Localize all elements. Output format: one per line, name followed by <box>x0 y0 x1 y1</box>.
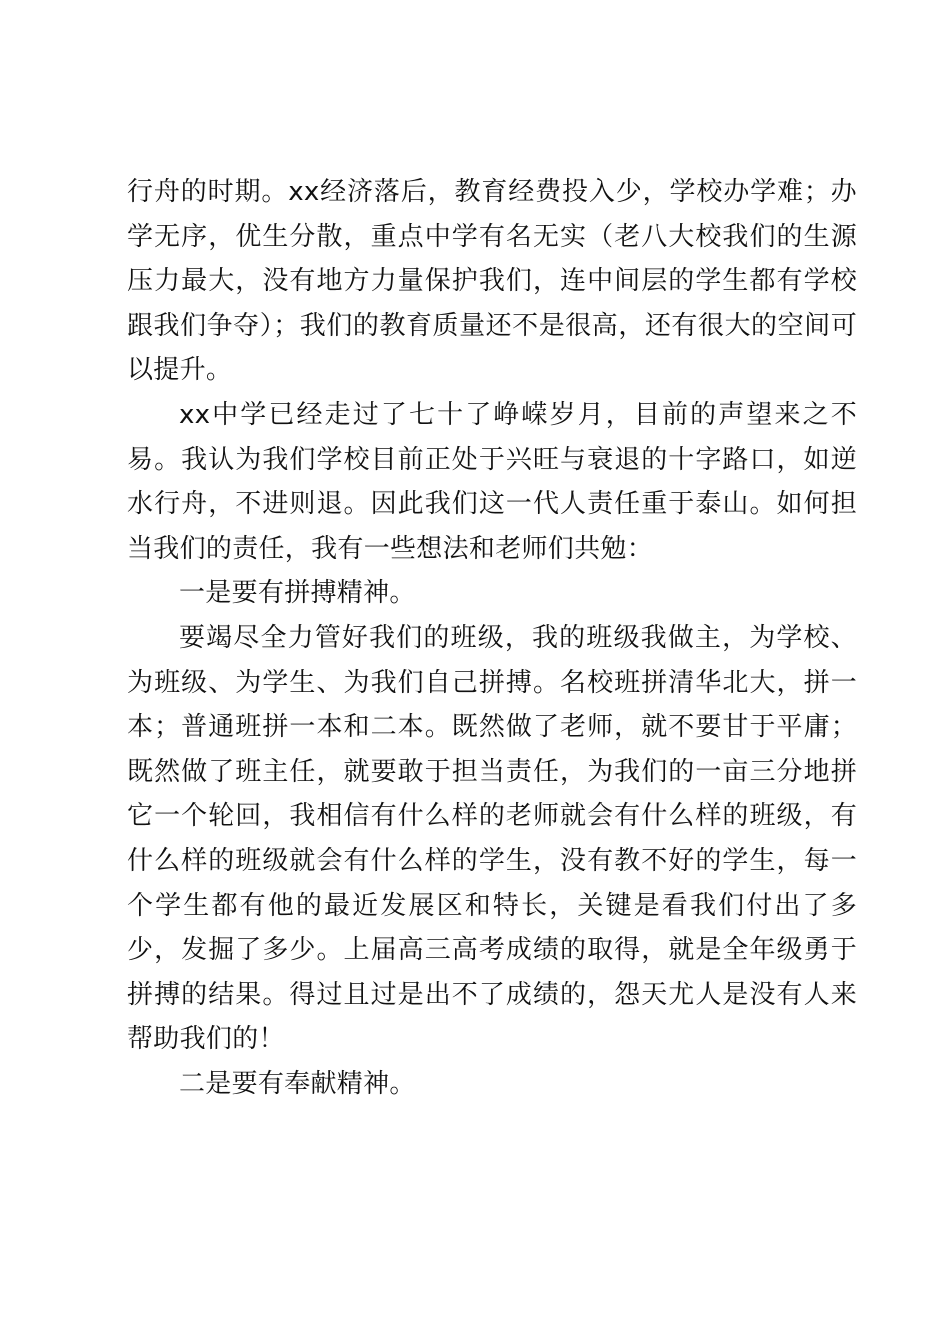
paragraph-3: 要竭尽全力管好我们的班级，我的班级我做主，为学校、为班级、为学生、为我们自己拼搏。名校班拼清华北大，拼一本；普通班拼一本和二本。既然做了老师，就不要甘于平庸；既然做了班主任，就要敢于担当责任，为我们的一亩三分地拼它一个轮回，我相信有什么样的老师就会有什么样的班级，有什么样的班级就会有什么样的学生，没有教不好的学生，每一个学生都有他的最近发展区和特长，关键是看我们付出了多少，发掘了多少。上届高三高考成绩的取得，就是全年级勇于拼搏的结果。得过且过是出不了成绩的，怨天尤人是没有人来帮助我们的！ <box>127 622 857 1055</box>
document-body <box>127 170 857 1106</box>
paragraph-heading-1: 一是要有拼搏精神。 <box>179 578 416 609</box>
paragraph-1: 行舟的时期。xx经济落后，教育经费投入少，学校办学难；办学无序，优生分散，重点中学有名无实（老八大校我们的生源压力最大，没有地方力量保护我们，连中间层的学生都有学校跟我们争夺）；我们的教育质量还不是很高，还有很大的空间可以提升。 <box>127 177 857 386</box>
paragraph-2: xx中学已经走过了七十了峥嵘岁月，目前的声望来之不易。我认为我们学校目前正处于兴旺与衰退的十字路口，如逆水行舟，不进则退。因此我们这一代人责任重于泰山。如何担当我们的责任，我有一些想法和老师们共勉： <box>127 399 857 564</box>
paragraph-heading-2: 二是要有奉献精神。 <box>179 1068 416 1099</box>
